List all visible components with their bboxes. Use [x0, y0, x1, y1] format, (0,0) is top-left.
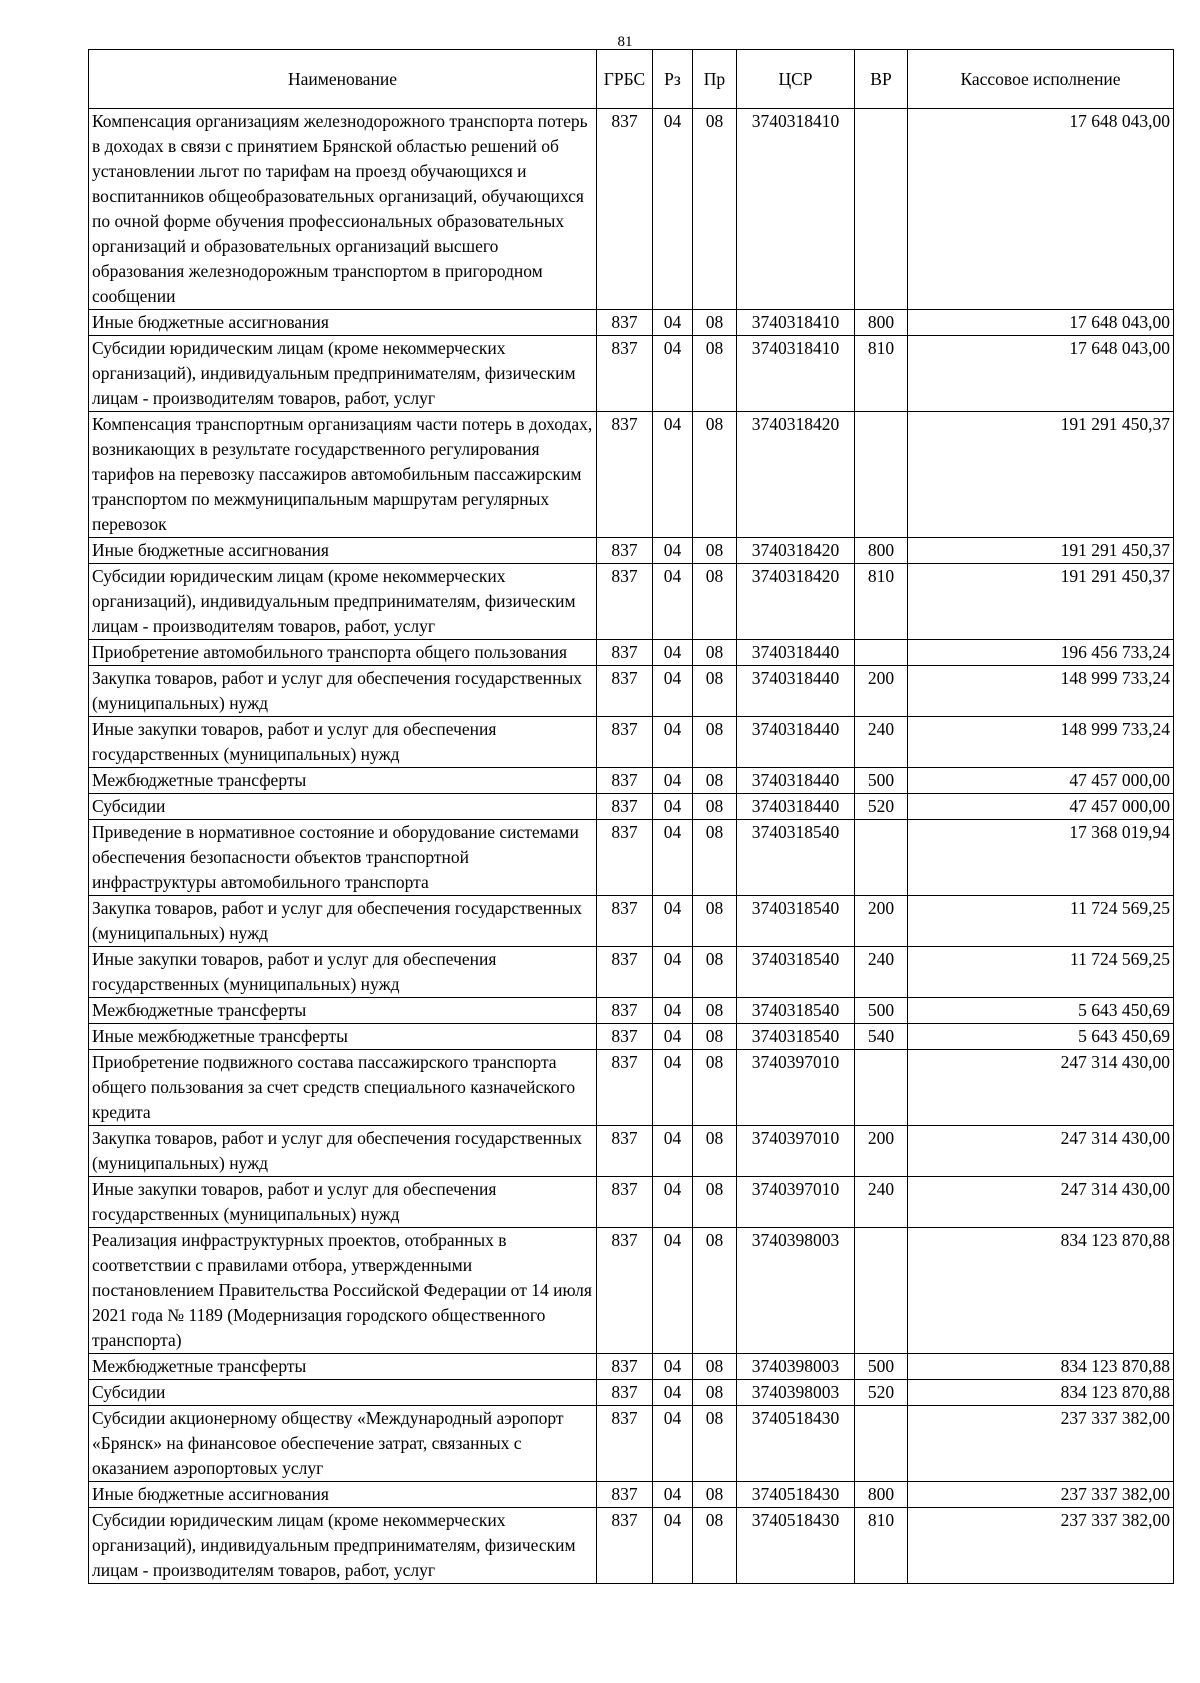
cell-pr: 08 [693, 412, 737, 538]
cell-amount: 17 648 043,00 [908, 109, 1174, 310]
cell-amount: 148 999 733,24 [908, 717, 1174, 768]
cell-grbs: 837 [597, 538, 653, 564]
cell-amount: 148 999 733,24 [908, 666, 1174, 717]
cell-amount: 191 291 450,37 [908, 412, 1174, 538]
cell-pr: 08 [693, 538, 737, 564]
cell-rz: 04 [653, 336, 693, 412]
cell-csr: 3740318410 [737, 310, 855, 336]
cell-amount: 247 314 430,00 [908, 1126, 1174, 1177]
cell-pr: 08 [693, 1380, 737, 1406]
table-row [89, 1126, 1174, 1177]
header-pr: Пр [693, 50, 737, 109]
table-row [89, 1024, 1174, 1050]
cell-grbs: 837 [597, 1508, 653, 1584]
cell-name: Иные межбюджетные трансферты [89, 1024, 597, 1050]
header-rz: Рз [653, 50, 693, 109]
table-row [89, 412, 1174, 538]
cell-vr [855, 1228, 908, 1354]
cell-pr: 08 [693, 1050, 737, 1126]
cell-grbs: 837 [597, 1482, 653, 1508]
table-header-row [89, 50, 1174, 109]
cell-name: Субсидии юридическим лицам (кроме некоммерческих организаций), индивидуальным предпринимателям, физическим лицам - производителям товаров, работ, услуг [89, 336, 597, 412]
table-row [89, 947, 1174, 998]
cell-pr: 08 [693, 336, 737, 412]
cell-vr: 800 [855, 310, 908, 336]
cell-pr: 08 [693, 794, 737, 820]
cell-csr: 3740518430 [737, 1508, 855, 1584]
cell-csr: 3740318440 [737, 666, 855, 717]
cell-name: Закупка товаров, работ и услуг для обеспечения государственных (муниципальных) нужд [89, 896, 597, 947]
cell-amount: 834 123 870,88 [908, 1380, 1174, 1406]
cell-csr: 3740318420 [737, 412, 855, 538]
cell-vr: 520 [855, 794, 908, 820]
cell-vr [855, 820, 908, 896]
cell-vr: 200 [855, 1126, 908, 1177]
cell-csr: 3740318410 [737, 109, 855, 310]
cell-amount: 834 123 870,88 [908, 1228, 1174, 1354]
cell-pr: 08 [693, 1228, 737, 1354]
table-row [89, 1380, 1174, 1406]
cell-grbs: 837 [597, 1177, 653, 1228]
cell-amount: 47 457 000,00 [908, 794, 1174, 820]
cell-rz: 04 [653, 768, 693, 794]
table-row [89, 666, 1174, 717]
cell-name: Иные бюджетные ассигнования [89, 1482, 597, 1508]
cell-rz: 04 [653, 1024, 693, 1050]
cell-csr: 3740397010 [737, 1126, 855, 1177]
cell-grbs: 837 [597, 564, 653, 640]
cell-pr: 08 [693, 947, 737, 998]
table-row [89, 1406, 1174, 1482]
cell-vr: 240 [855, 1177, 908, 1228]
cell-vr: 520 [855, 1380, 908, 1406]
cell-vr [855, 640, 908, 666]
cell-name: Реализация инфраструктурных проектов, отобранных в соответствии с правилами отбора, утвержденными постановлением Правительства Российской Федерации от 14 июля 2021 года № 1189 (Модернизация городского общественного транспорта) [89, 1228, 597, 1354]
cell-grbs: 837 [597, 109, 653, 310]
cell-rz: 04 [653, 666, 693, 717]
cell-csr: 3740518430 [737, 1406, 855, 1482]
cell-vr: 810 [855, 1508, 908, 1584]
cell-grbs: 837 [597, 336, 653, 412]
cell-amount: 47 457 000,00 [908, 768, 1174, 794]
header-amount: Кассовое исполнение [908, 50, 1174, 109]
cell-name: Компенсация организациям железнодорожного транспорта потерь в доходах в связи с принятием Брянской областью решений об установлении льгот по тарифам на проезд обучающихся и воспитанников общеобразовательных организаций, обучающихся по очной форме обучения профессиональных образовательных организаций и образовательных организаций высшего образования железнодорожным транспортом в пригородном сообщении [89, 109, 597, 310]
cell-amount: 191 291 450,37 [908, 564, 1174, 640]
cell-name: Межбюджетные трансферты [89, 768, 597, 794]
cell-pr: 08 [693, 1482, 737, 1508]
cell-rz: 04 [653, 1050, 693, 1126]
table-row [89, 1354, 1174, 1380]
cell-name: Межбюджетные трансферты [89, 1354, 597, 1380]
cell-name: Субсидии юридическим лицам (кроме некоммерческих организаций), индивидуальным предпринимателям, физическим лицам - производителям товаров, работ, услуг [89, 564, 597, 640]
cell-pr: 08 [693, 564, 737, 640]
table-row [89, 717, 1174, 768]
cell-vr: 540 [855, 1024, 908, 1050]
cell-name: Субсидии акционерному обществу «Международный аэропорт «Брянск» на финансовое обеспечение затрат, связанных с оказанием аэропортовых услуг [89, 1406, 597, 1482]
cell-csr: 3740318410 [737, 336, 855, 412]
cell-vr: 500 [855, 1354, 908, 1380]
cell-vr: 800 [855, 538, 908, 564]
cell-grbs: 837 [597, 896, 653, 947]
cell-rz: 04 [653, 1354, 693, 1380]
cell-vr [855, 109, 908, 310]
table-row [89, 109, 1174, 310]
cell-rz: 04 [653, 1508, 693, 1584]
cell-pr: 08 [693, 1354, 737, 1380]
table-row [89, 998, 1174, 1024]
cell-csr: 3740318540 [737, 820, 855, 896]
cell-amount: 11 724 569,25 [908, 947, 1174, 998]
cell-csr: 3740398003 [737, 1354, 855, 1380]
cell-name: Межбюджетные трансферты [89, 998, 597, 1024]
cell-csr: 3740518430 [737, 1482, 855, 1508]
table-row [89, 310, 1174, 336]
cell-name: Закупка товаров, работ и услуг для обеспечения государственных (муниципальных) нужд [89, 666, 597, 717]
cell-amount: 191 291 450,37 [908, 538, 1174, 564]
table-row [89, 768, 1174, 794]
cell-amount: 237 337 382,00 [908, 1482, 1174, 1508]
cell-csr: 3740318540 [737, 947, 855, 998]
cell-amount: 5 643 450,69 [908, 1024, 1174, 1050]
cell-grbs: 837 [597, 1354, 653, 1380]
cell-csr: 3740318440 [737, 717, 855, 768]
cell-name: Иные бюджетные ассигнования [89, 538, 597, 564]
cell-csr: 3740318440 [737, 640, 855, 666]
table-body [89, 109, 1174, 1584]
table-row [89, 640, 1174, 666]
cell-grbs: 837 [597, 768, 653, 794]
cell-name: Приведение в нормативное состояние и оборудование системами обеспечения безопасности объектов транспортной инфраструктуры автомобильного транспорта [89, 820, 597, 896]
cell-csr: 3740398003 [737, 1228, 855, 1354]
cell-pr: 08 [693, 1406, 737, 1482]
cell-amount: 17 648 043,00 [908, 310, 1174, 336]
cell-csr: 3740318420 [737, 564, 855, 640]
cell-pr: 08 [693, 1024, 737, 1050]
table-row [89, 1508, 1174, 1584]
cell-pr: 08 [693, 666, 737, 717]
cell-csr: 3740318440 [737, 794, 855, 820]
cell-vr: 810 [855, 564, 908, 640]
cell-vr [855, 1050, 908, 1126]
cell-rz: 04 [653, 310, 693, 336]
table-row [89, 1482, 1174, 1508]
cell-csr: 3740318540 [737, 998, 855, 1024]
cell-rz: 04 [653, 1126, 693, 1177]
table-row [89, 538, 1174, 564]
cell-rz: 04 [653, 896, 693, 947]
cell-vr: 200 [855, 666, 908, 717]
cell-amount: 5 643 450,69 [908, 998, 1174, 1024]
cell-grbs: 837 [597, 310, 653, 336]
cell-amount: 17 648 043,00 [908, 336, 1174, 412]
cell-amount: 237 337 382,00 [908, 1508, 1174, 1584]
cell-grbs: 837 [597, 717, 653, 768]
cell-grbs: 837 [597, 1024, 653, 1050]
header-grbs: ГРБС [597, 50, 653, 109]
cell-name: Иные бюджетные ассигнования [89, 310, 597, 336]
table-row [89, 794, 1174, 820]
table-row [89, 564, 1174, 640]
cell-name: Компенсация транспортным организациям части потерь в доходах, возникающих в результате государственного регулирования тарифов на перевозку пассажиров автомобильным пассажирским транспортом по межмуниципальным маршрутам регулярных перевозок [89, 412, 597, 538]
cell-csr: 3740397010 [737, 1050, 855, 1126]
cell-name: Субсидии [89, 794, 597, 820]
cell-vr: 240 [855, 947, 908, 998]
cell-vr: 810 [855, 336, 908, 412]
cell-amount: 196 456 733,24 [908, 640, 1174, 666]
header-vr: ВР [855, 50, 908, 109]
cell-rz: 04 [653, 1177, 693, 1228]
cell-rz: 04 [653, 109, 693, 310]
cell-rz: 04 [653, 412, 693, 538]
cell-amount: 237 337 382,00 [908, 1406, 1174, 1482]
cell-vr [855, 412, 908, 538]
cell-grbs: 837 [597, 820, 653, 896]
cell-rz: 04 [653, 947, 693, 998]
cell-pr: 08 [693, 768, 737, 794]
cell-rz: 04 [653, 538, 693, 564]
cell-rz: 04 [653, 1406, 693, 1482]
cell-grbs: 837 [597, 412, 653, 538]
cell-rz: 04 [653, 564, 693, 640]
cell-name: Субсидии юридическим лицам (кроме некоммерческих организаций), индивидуальным предпринимателям, физическим лицам - производителям товаров, работ, услуг [89, 1508, 597, 1584]
cell-grbs: 837 [597, 998, 653, 1024]
cell-csr: 3740318440 [737, 768, 855, 794]
cell-csr: 3740318540 [737, 1024, 855, 1050]
cell-grbs: 837 [597, 1228, 653, 1354]
cell-grbs: 837 [597, 1380, 653, 1406]
cell-pr: 08 [693, 109, 737, 310]
cell-rz: 04 [653, 998, 693, 1024]
cell-name: Иные закупки товаров, работ и услуг для обеспечения государственных (муниципальных) нужд [89, 717, 597, 768]
cell-vr: 800 [855, 1482, 908, 1508]
cell-csr: 3740318420 [737, 538, 855, 564]
table-row [89, 1177, 1174, 1228]
cell-rz: 04 [653, 794, 693, 820]
cell-vr [855, 1406, 908, 1482]
budget-execution-table [88, 49, 1174, 1584]
cell-grbs: 837 [597, 666, 653, 717]
cell-name: Иные закупки товаров, работ и услуг для обеспечения государственных (муниципальных) нужд [89, 947, 597, 998]
page-number: 81 [617, 34, 633, 50]
table-row [89, 1228, 1174, 1354]
cell-rz: 04 [653, 1482, 693, 1508]
cell-vr: 500 [855, 768, 908, 794]
cell-vr: 200 [855, 896, 908, 947]
cell-csr: 3740318540 [737, 896, 855, 947]
cell-rz: 04 [653, 717, 693, 768]
cell-name: Приобретение автомобильного транспорта общего пользования [89, 640, 597, 666]
cell-pr: 08 [693, 820, 737, 896]
cell-pr: 08 [693, 1126, 737, 1177]
cell-grbs: 837 [597, 1050, 653, 1126]
cell-vr: 500 [855, 998, 908, 1024]
cell-pr: 08 [693, 998, 737, 1024]
cell-amount: 834 123 870,88 [908, 1354, 1174, 1380]
cell-grbs: 837 [597, 947, 653, 998]
cell-grbs: 837 [597, 1406, 653, 1482]
cell-amount: 247 314 430,00 [908, 1177, 1174, 1228]
cell-pr: 08 [693, 640, 737, 666]
cell-vr: 240 [855, 717, 908, 768]
cell-grbs: 837 [597, 640, 653, 666]
cell-name: Субсидии [89, 1380, 597, 1406]
header-name: Наименование [89, 50, 597, 109]
cell-rz: 04 [653, 640, 693, 666]
cell-amount: 17 368 019,94 [908, 820, 1174, 896]
cell-pr: 08 [693, 1177, 737, 1228]
cell-name: Иные закупки товаров, работ и услуг для обеспечения государственных (муниципальных) нужд [89, 1177, 597, 1228]
table-row [89, 896, 1174, 947]
cell-name: Закупка товаров, работ и услуг для обеспечения государственных (муниципальных) нужд [89, 1126, 597, 1177]
cell-csr: 3740397010 [737, 1177, 855, 1228]
cell-pr: 08 [693, 310, 737, 336]
cell-csr: 3740398003 [737, 1380, 855, 1406]
cell-name: Приобретение подвижного состава пассажирского транспорта общего пользования за счет средств специального казначейского кредита [89, 1050, 597, 1126]
table-row [89, 820, 1174, 896]
cell-rz: 04 [653, 1228, 693, 1354]
cell-amount: 247 314 430,00 [908, 1050, 1174, 1126]
table-row [89, 1050, 1174, 1126]
cell-pr: 08 [693, 1508, 737, 1584]
cell-pr: 08 [693, 717, 737, 768]
cell-rz: 04 [653, 1380, 693, 1406]
cell-rz: 04 [653, 820, 693, 896]
table-row [89, 336, 1174, 412]
header-csr: ЦСР [737, 50, 855, 109]
cell-pr: 08 [693, 896, 737, 947]
cell-grbs: 837 [597, 794, 653, 820]
cell-amount: 11 724 569,25 [908, 896, 1174, 947]
cell-grbs: 837 [597, 1126, 653, 1177]
